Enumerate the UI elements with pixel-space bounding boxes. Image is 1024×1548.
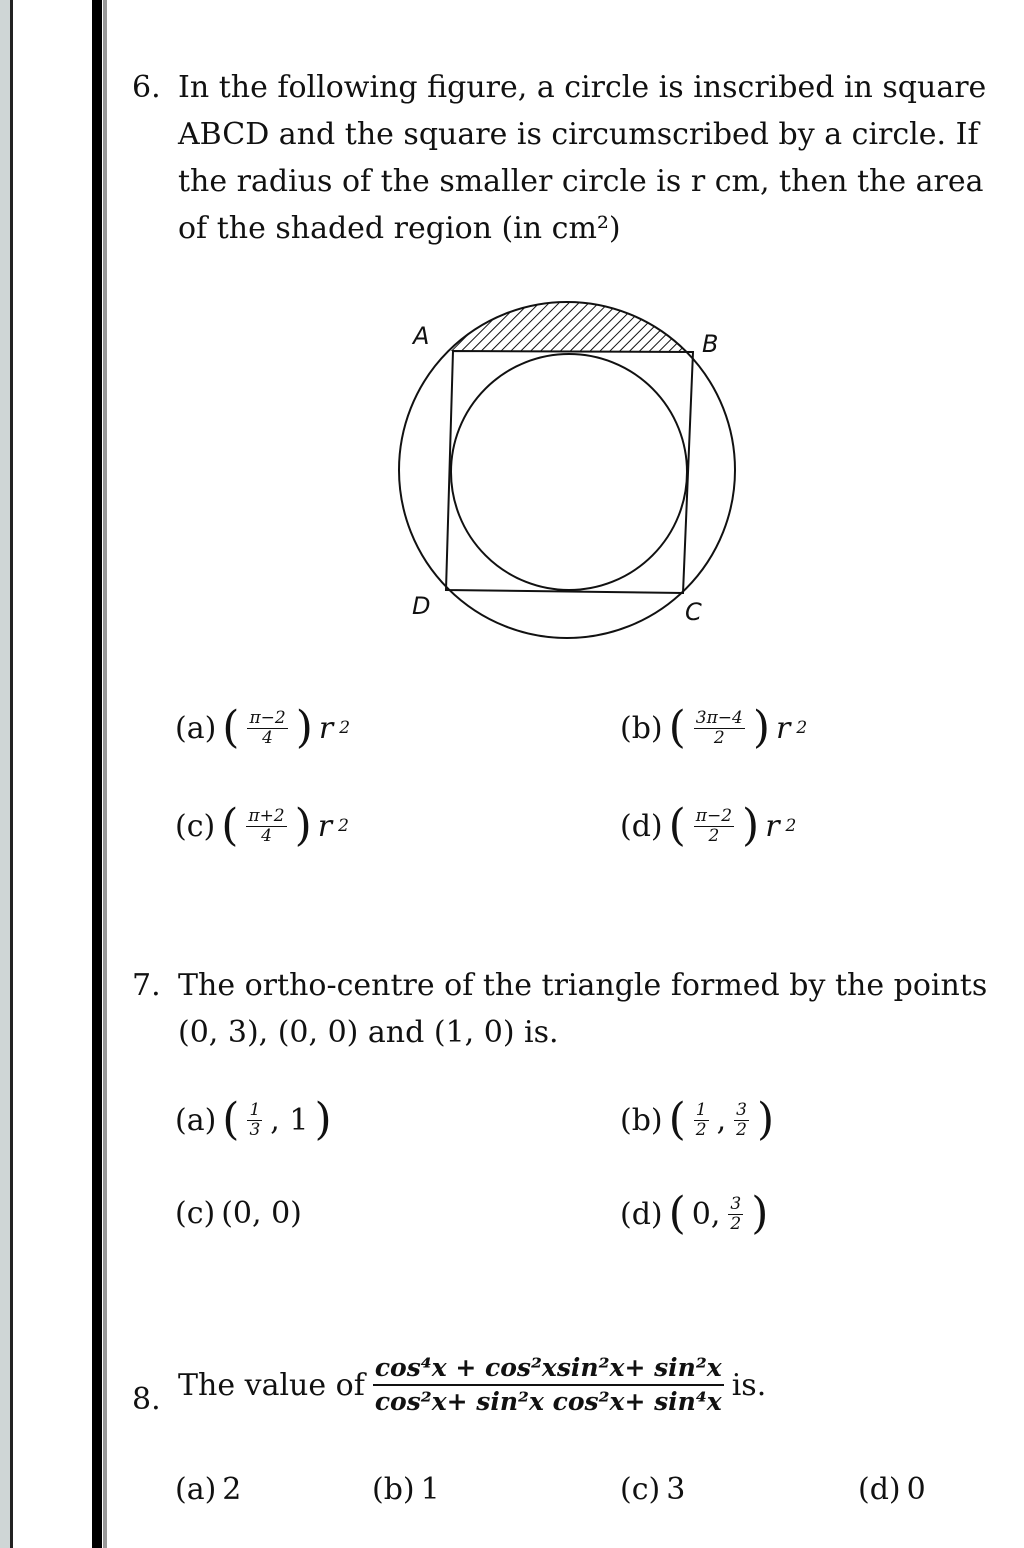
option-label: (a) <box>175 710 217 746</box>
question-text: In the following figure, a circle is inscribed in square ABCD and the square is circumscribed by a circle. If the radius of the smaller circle is r cm, then the area of the shaded region (in cm²) <box>178 70 987 246</box>
fraction: $\frac{\pi-2}{2}$ <box>695 805 733 846</box>
q7-option-c[interactable]: (c) (0, 0) <box>175 1196 302 1231</box>
fraction: $\frac{\pi+2}{4}$ <box>248 805 285 846</box>
q6-option-a[interactable]: (a) ( $\frac{\pi-2}{4}$ ) r 2 <box>175 702 351 753</box>
q7-option-a[interactable]: (a) ( $\frac{1}{3}$ , 1 ) <box>175 1094 332 1145</box>
q6-option-b[interactable]: (b) ( $\frac{3\pi-4}{2}$ ) r 2 <box>620 702 808 753</box>
fraction: $\frac{3\pi-4}{2}$ <box>695 707 743 748</box>
fraction: $\frac{\pi-2}{4}$ <box>249 707 286 748</box>
expression-fraction: cos⁴x + cos²xsin²x+ sin²x cos²x+ sin²x cos²x+ sin⁴x <box>374 1353 722 1416</box>
label-a: A <box>413 322 430 350</box>
option-label: (c) <box>175 1196 216 1231</box>
square-abcd <box>446 351 693 593</box>
question-number: 8. <box>132 1382 161 1417</box>
q7-option-b[interactable]: (b) ( $\frac{1}{2}$ , $\frac{3}{2}$ ) <box>620 1094 775 1145</box>
option-label: (c) <box>175 808 216 844</box>
page-border-thin <box>103 0 107 1548</box>
option-label: (b) <box>620 1102 663 1138</box>
inner-circle <box>451 354 687 590</box>
option-label: (d) <box>620 1196 663 1232</box>
q7-option-d[interactable]: (d) ( 0, $\frac{3}{2}$ ) <box>620 1188 769 1239</box>
q6-option-d[interactable]: (d) ( $\frac{\pi-2}{2}$ ) r 2 <box>620 800 797 851</box>
label-b: B <box>702 330 719 358</box>
left-margin <box>0 0 10 1548</box>
q6-option-c[interactable]: (c) ( $\frac{\pi+2}{4}$ ) r 2 <box>175 800 349 851</box>
label-c: C <box>685 598 702 626</box>
page-border-thick <box>92 0 102 1548</box>
q8-option-c[interactable]: (c) 3 <box>620 1472 686 1507</box>
question-number: 6. <box>132 70 161 105</box>
label-d: D <box>412 592 431 620</box>
q8-option-d[interactable]: (d) 0 <box>858 1472 926 1507</box>
q8-option-a[interactable]: (a) 2 <box>175 1472 242 1507</box>
question-number: 7. <box>132 968 161 1003</box>
margin-line <box>10 0 13 1548</box>
option-label: (d) <box>620 808 663 844</box>
question-text: The ortho-centre of the triangle formed by the points (0, 3), (0, 0) and (1, 0) is. <box>178 968 988 1050</box>
q8-option-b[interactable]: (b) 1 <box>372 1472 440 1507</box>
option-label: (a) <box>175 1102 217 1138</box>
option-label: (b) <box>620 710 663 746</box>
